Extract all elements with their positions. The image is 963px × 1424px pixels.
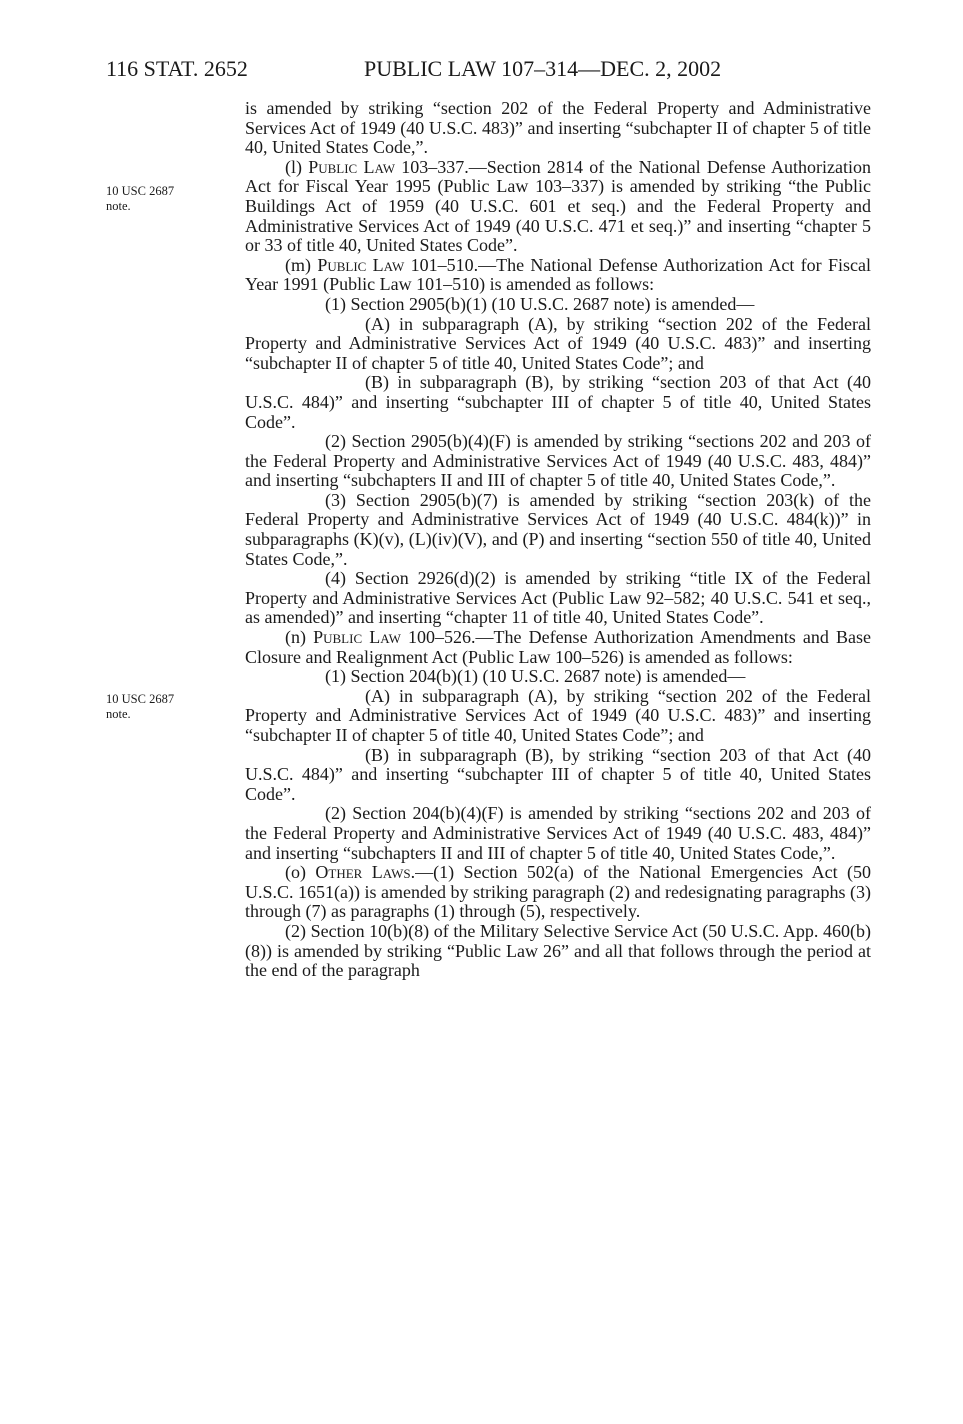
margin-note-citation: 10 USC 2687 <box>106 692 175 706</box>
subparagraph-m-1-a: (A) in subparagraph (A), by striking “section 202 of the Federal Property and Administrative Services Act of 1949 (40 U.S.C. 483)” and inserting “subchapter II of chapter 5 of title 40, United States Code”; and <box>245 313 871 373</box>
law-title: PUBLIC LAW 107–314—DEC. 2, 2002 <box>364 56 722 81</box>
subparagraph-m-1-b: (B) in subparagraph (B), by striking “section 203 of that Act (40 U.S.C. 484)” and inserting “subchapter III of chapter 5 of title 40, United States Code”. <box>245 372 871 432</box>
subsection-l: (l) Public Law 103–337.—Section 2814 of the National Defense Authorization Act for Fiscal Year 1995 (Public Law 103–337) is amended by striking “the Public Buildings Act of 1959 (40 U.S.C. 601 et seq.) and the Federal Property and Administrative Services Act of 1949 (40 U.S.C. 471 et seq.)” and inserting “chapter 5 or 33 of title 40, United States Code”. <box>245 156 871 256</box>
subsection-n: (n) Public Law 100–526.—The Defense Authorization Amendments and Base Closure and Realignment Act (Public Law 100–526) is amended as follows: <box>245 627 871 667</box>
body-text <box>245 99 871 981</box>
paragraph-m-3: (3) Section 2905(b)(7) is amended by striking “section 203(k) of the Federal Property and Administrative Services Act of 1949 (40 U.S.C. 484(k))” in subparagraphs (K)(v), (L)(iv)(V), and (P) and inserting “section 550 of title 40, United States Code,”. <box>245 489 871 569</box>
margin-note-label: note. <box>106 199 131 213</box>
page-header <box>106 54 866 84</box>
paragraph-m-2: (2) Section 2905(b)(4)(F) is amended by striking “sections 202 and 203 of the Federal Property and Administrative Services Act of 1949 (40 U.S.C. 483, 484)” and inserting “subchapters II and III of chapter 5 of title 40, United States Code,”. <box>245 431 871 491</box>
paragraph-n-2: (2) Section 204(b)(4)(F) is amended by striking “sections 202 and 203 of the Federal Property and Administrative Services Act of 1949 (40 U.S.C. 483, 484)” and inserting “subchapters II and III of chapter 5 of title 40, United States Code,”. <box>245 803 871 863</box>
paragraph-continuation: is amended by striking “section 202 of the Federal Property and Administrative Services Act of 1949 (40 U.S.C. 483)” and inserting “subchapter II of chapter 5 of title 40, United States Code,”. <box>245 98 871 158</box>
paragraph-n-1: (1) Section 204(b)(1) (10 U.S.C. 2687 note) is amended— <box>325 666 746 687</box>
margin-note <box>106 692 206 722</box>
paragraph-o-2: (2) Section 10(b)(8) of the Military Selective Service Act (50 U.S.C. App. 460(b)(8)) is amended by striking “Public Law 26” and all that follows through the period at the end of the paragraph <box>245 920 871 981</box>
margin-note <box>106 184 206 214</box>
margin-note-citation: 10 USC 2687 <box>106 184 175 198</box>
paragraph-m-4: (4) Section 2926(d)(2) is amended by striking “title IX of the Federal Property and Administrative Services Act (Public Law 92–582; 40 U.S.C. 541 et seq., as amended)” and inserting “chapter 11 of title 40, United States Code”. <box>245 568 871 628</box>
subsection-m: (m) Public Law 101–510.—The National Defense Authorization Act for Fiscal Year 1991 (Public Law 101–510) is amended as follows: <box>245 254 871 295</box>
paragraph-m-1: (1) Section 2905(b)(1) (10 U.S.C. 2687 note) is amended— <box>325 293 755 314</box>
margin-note-label: note. <box>106 707 131 721</box>
stat-citation: 116 STAT. 2652 <box>106 56 248 81</box>
subparagraph-n-1-a: (A) in subparagraph (A), by striking “section 202 of the Federal Property and Administrative Services Act of 1949 (40 U.S.C. 483)” and inserting “subchapter II of chapter 5 of title 40, United States Code”; and <box>245 685 871 745</box>
subsection-o: (o) Other Laws.—(1) Section 502(a) of the National Emergencies Act (50 U.S.C. 1651(a)) is amended by striking paragraph (2) and redesignating paragraphs (3) through (7) as paragraphs (1) through (5), respectively. <box>245 862 871 922</box>
subparagraph-n-1-b: (B) in subparagraph (B), by striking “section 203 of that Act (40 U.S.C. 484)” and inserting “subchapter III of chapter 5 of title 40, United States Code”. <box>245 744 871 804</box>
